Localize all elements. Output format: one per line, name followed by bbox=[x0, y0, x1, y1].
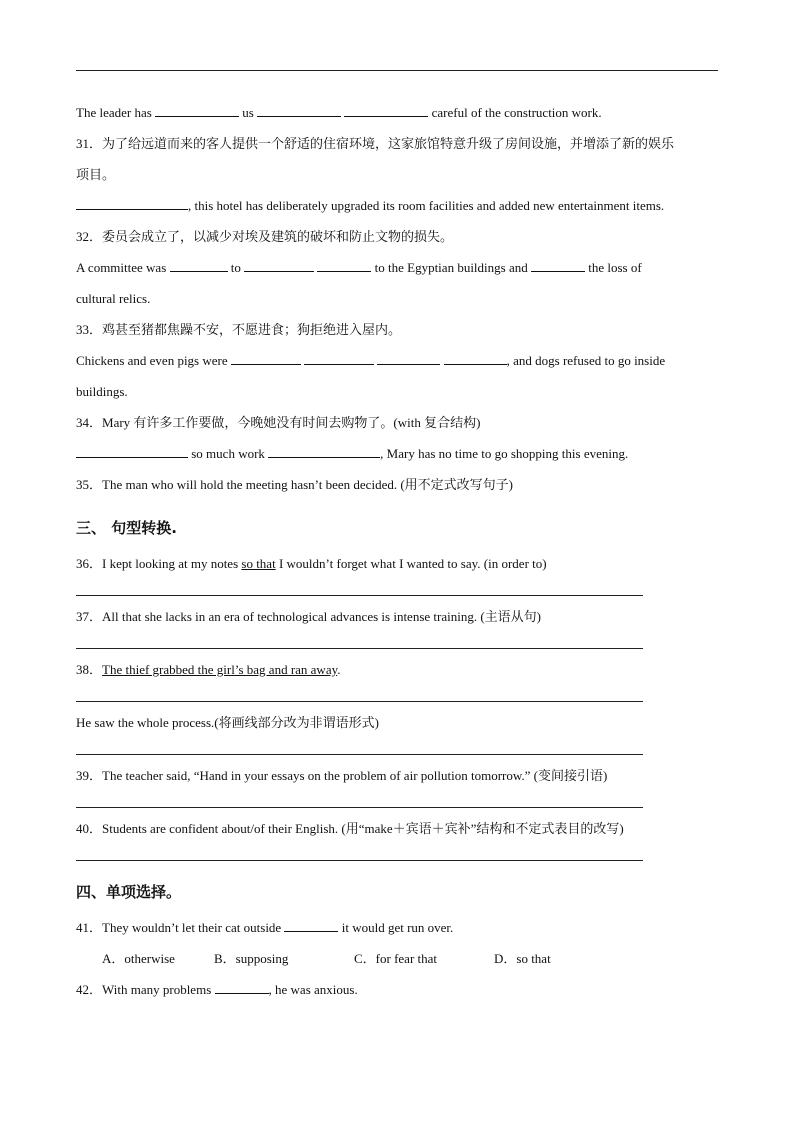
answer-blank[interactable] bbox=[231, 350, 301, 365]
answer-blank[interactable] bbox=[257, 102, 341, 117]
q39: 39．The teacher said, “Hand in your essays on the problem of air pollution tomorrow.” (变间接引语) bbox=[76, 768, 608, 783]
answer-line[interactable] bbox=[76, 733, 643, 755]
option-c[interactable]: C．for fear that bbox=[354, 951, 438, 966]
q36: 36．I kept looking at my notes so that I wouldn’t forget what I wanted to say. (in order to) bbox=[76, 556, 547, 571]
option-b[interactable]: B．supposing bbox=[214, 951, 289, 966]
answer-blank[interactable] bbox=[244, 257, 314, 272]
q31-chinese: 31．为了给远道而来的客人提供一个舒适的住宿环境，这家旅馆特意升级了房间设施，并增添了新的娱乐 bbox=[76, 136, 675, 151]
q33-english: Chickens and even pigs were , and dogs refused to go inside bbox=[76, 350, 716, 381]
section-heading-3: 三、 句型转换. bbox=[76, 519, 177, 537]
answer-line[interactable] bbox=[76, 786, 643, 808]
q38-second: He saw the whole process.(将画线部分改为非谓语形式) bbox=[76, 715, 379, 730]
answer-blank[interactable] bbox=[268, 443, 380, 458]
option-a[interactable]: A．otherwise bbox=[102, 951, 175, 966]
answer-blank[interactable] bbox=[215, 979, 269, 994]
option-d[interactable]: D．so that bbox=[494, 951, 551, 966]
q32-english-cont: cultural relics. bbox=[76, 291, 151, 306]
q40: 40．Students are confident about/of their English. (用“make＋宾语＋宾补”结构和不定式表目的改写) bbox=[76, 821, 624, 836]
answer-line[interactable] bbox=[76, 680, 643, 702]
answer-blank[interactable] bbox=[76, 443, 188, 458]
worksheet-content bbox=[76, 102, 716, 1010]
q31-english: , this hotel has deliberately upgraded its room facilities and added new entertainment items. bbox=[76, 195, 716, 226]
q34-english: so much work , Mary has no time to go shopping this evening. bbox=[76, 443, 716, 474]
q31-chinese-cont: 项目。 bbox=[76, 167, 116, 182]
answer-blank[interactable] bbox=[170, 257, 228, 272]
answer-blank[interactable] bbox=[531, 257, 585, 272]
q32-english: A committee was to to the Egyptian buildings and the loss of bbox=[76, 257, 716, 288]
q32-chinese: 32．委员会成立了，以减少对埃及建筑的破坏和防止文物的损失。 bbox=[76, 229, 454, 244]
answer-line[interactable] bbox=[76, 574, 643, 596]
header-rule bbox=[76, 70, 718, 71]
answer-line[interactable] bbox=[76, 627, 643, 649]
section-heading-4: 四、单项选择。 bbox=[76, 883, 182, 901]
q42: 42．With many problems , he was anxious. bbox=[76, 979, 716, 1010]
q35: 35．The man who will hold the meeting hasn’t been decided. (用不定式改写句子) bbox=[76, 477, 513, 492]
answer-blank[interactable] bbox=[317, 257, 371, 272]
q37: 37．All that she lacks in an era of technological advances is intense training. (主语从句) bbox=[76, 609, 541, 624]
answer-line[interactable] bbox=[76, 839, 643, 861]
answer-blank[interactable] bbox=[377, 350, 440, 365]
answer-blank[interactable] bbox=[344, 102, 428, 117]
answer-blank[interactable] bbox=[444, 350, 507, 365]
q41-options bbox=[76, 948, 716, 979]
q33-chinese: 33．鸡甚至猪都焦躁不安，不愿进食；狗拒绝进入屋内。 bbox=[76, 322, 402, 337]
answer-blank[interactable] bbox=[304, 350, 374, 365]
q34-chinese: 34．Mary 有许多工作要做，今晚她没有时间去购物了。(with 复合结构) bbox=[76, 415, 481, 430]
q41: 41．They wouldn’t let their cat outside it would get run over. bbox=[76, 917, 716, 948]
answer-blank[interactable] bbox=[155, 102, 239, 117]
answer-blank[interactable] bbox=[76, 195, 188, 210]
q30-english: The leader has us careful of the construction work. bbox=[76, 102, 716, 133]
answer-blank[interactable] bbox=[284, 917, 338, 932]
q33-english-cont: buildings. bbox=[76, 384, 128, 399]
q38: 38．The thief grabbed the girl’s bag and ran away. bbox=[76, 662, 341, 677]
